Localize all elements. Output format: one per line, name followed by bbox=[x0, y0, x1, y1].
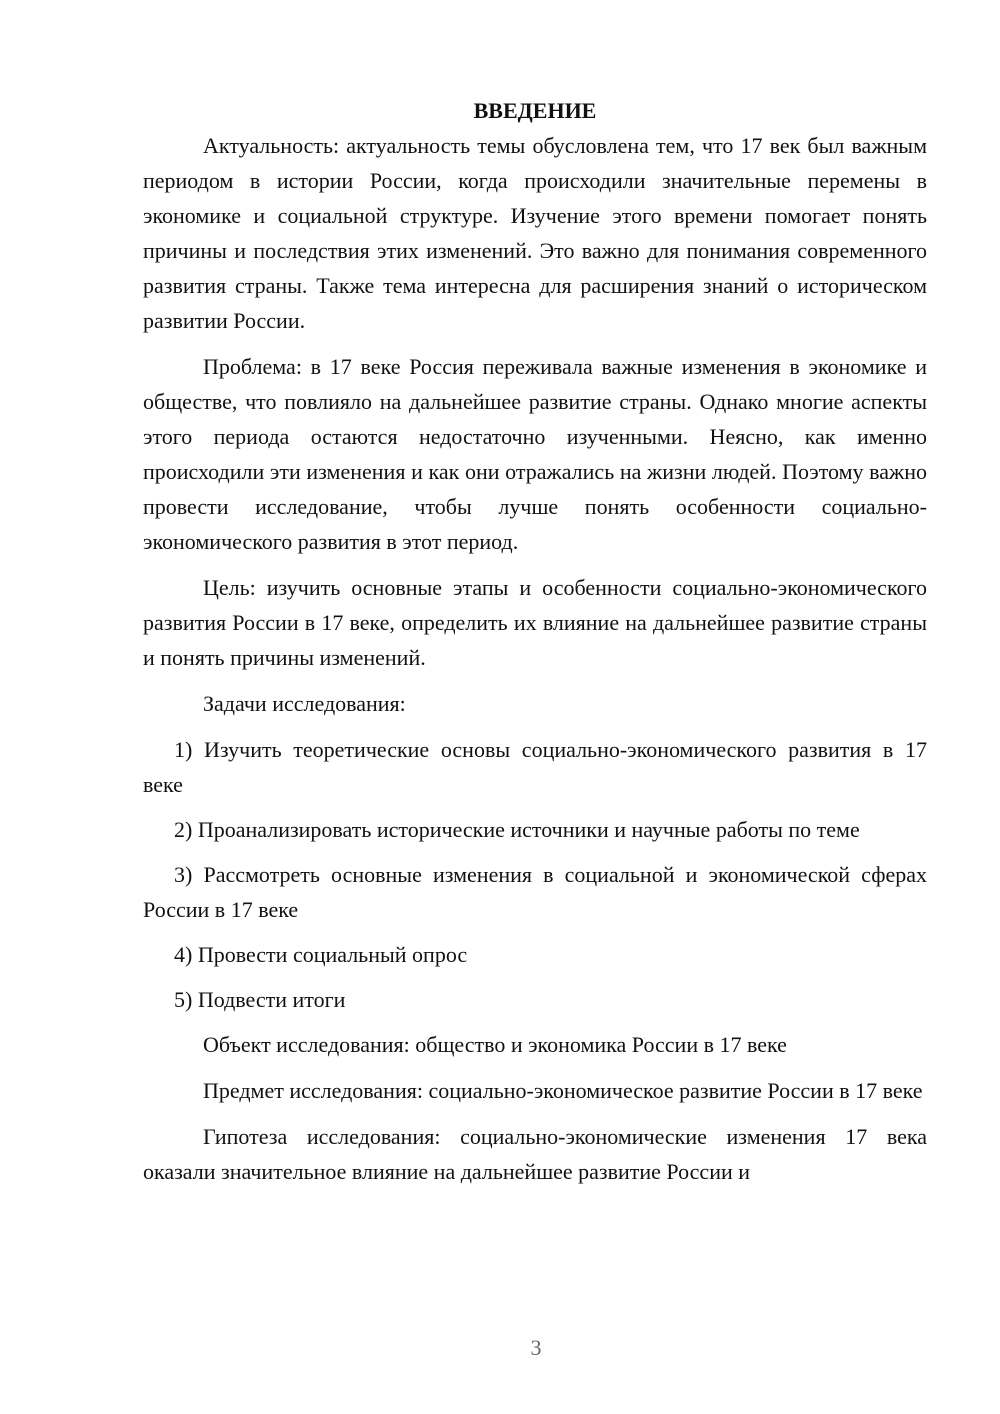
paragraph-subject: Предмет исследования: социально-экономическое развитие России в 17 веке bbox=[203, 1078, 923, 1103]
page-number: 3 bbox=[530, 1335, 542, 1360]
task-item: 3) Рассмотреть основные изменения в социальной и экономической сферах России в 17 веке bbox=[143, 862, 927, 922]
task-item: 1) Изучить теоретические основы социально-экономического развития в 17 веке bbox=[143, 737, 927, 797]
section-title: ВВЕДЕНИЕ bbox=[473, 98, 597, 123]
page-content bbox=[143, 93, 927, 1200]
paragraph-hypothesis: Гипотеза исследования: социально-экономические изменения 17 века оказали значительное влияние на дальнейшее развитие России и bbox=[143, 1124, 927, 1184]
paragraph-problem: Проблема: в 17 веке Россия переживала важные изменения в экономике и обществе, что повлияло на дальнейшее развитие страны. Однако многие аспекты этого периода остаются недостаточно изученными. Неясно, как именно происходили эти изменения и как они отражались на жизни людей. Поэтому важно провести исследование, чтобы лучше понять особенности социально-экономического развития в этот период. bbox=[143, 354, 927, 554]
paragraph-relevance: Актуальность: актуальность темы обусловлена тем, что 17 век был важным периодом в истории России, когда происходили значительные перемены в экономике и социальной структуре. Изучение этого времени помогает понять причины и последствия этих изменений. Это важно для понимания современного развития страны. Также тема интересна для расширения знаний о историческом развитии России. bbox=[143, 133, 927, 333]
paragraph-object: Объект исследования: общество и экономика России в 17 веке bbox=[203, 1032, 787, 1057]
task-item: 4) Провести социальный опрос bbox=[174, 942, 468, 967]
task-item: 5) Подвести итоги bbox=[174, 987, 346, 1012]
tasks-heading: Задачи исследования: bbox=[203, 691, 406, 716]
paragraph-goal: Цель: изучить основные этапы и особенности социально-экономического развития России в 17 веке, определить их влияние на дальнейшее развитие страны и понять причины изменений. bbox=[143, 575, 927, 670]
task-item: 2) Проанализировать исторические источники и научные работы по теме bbox=[174, 817, 860, 842]
